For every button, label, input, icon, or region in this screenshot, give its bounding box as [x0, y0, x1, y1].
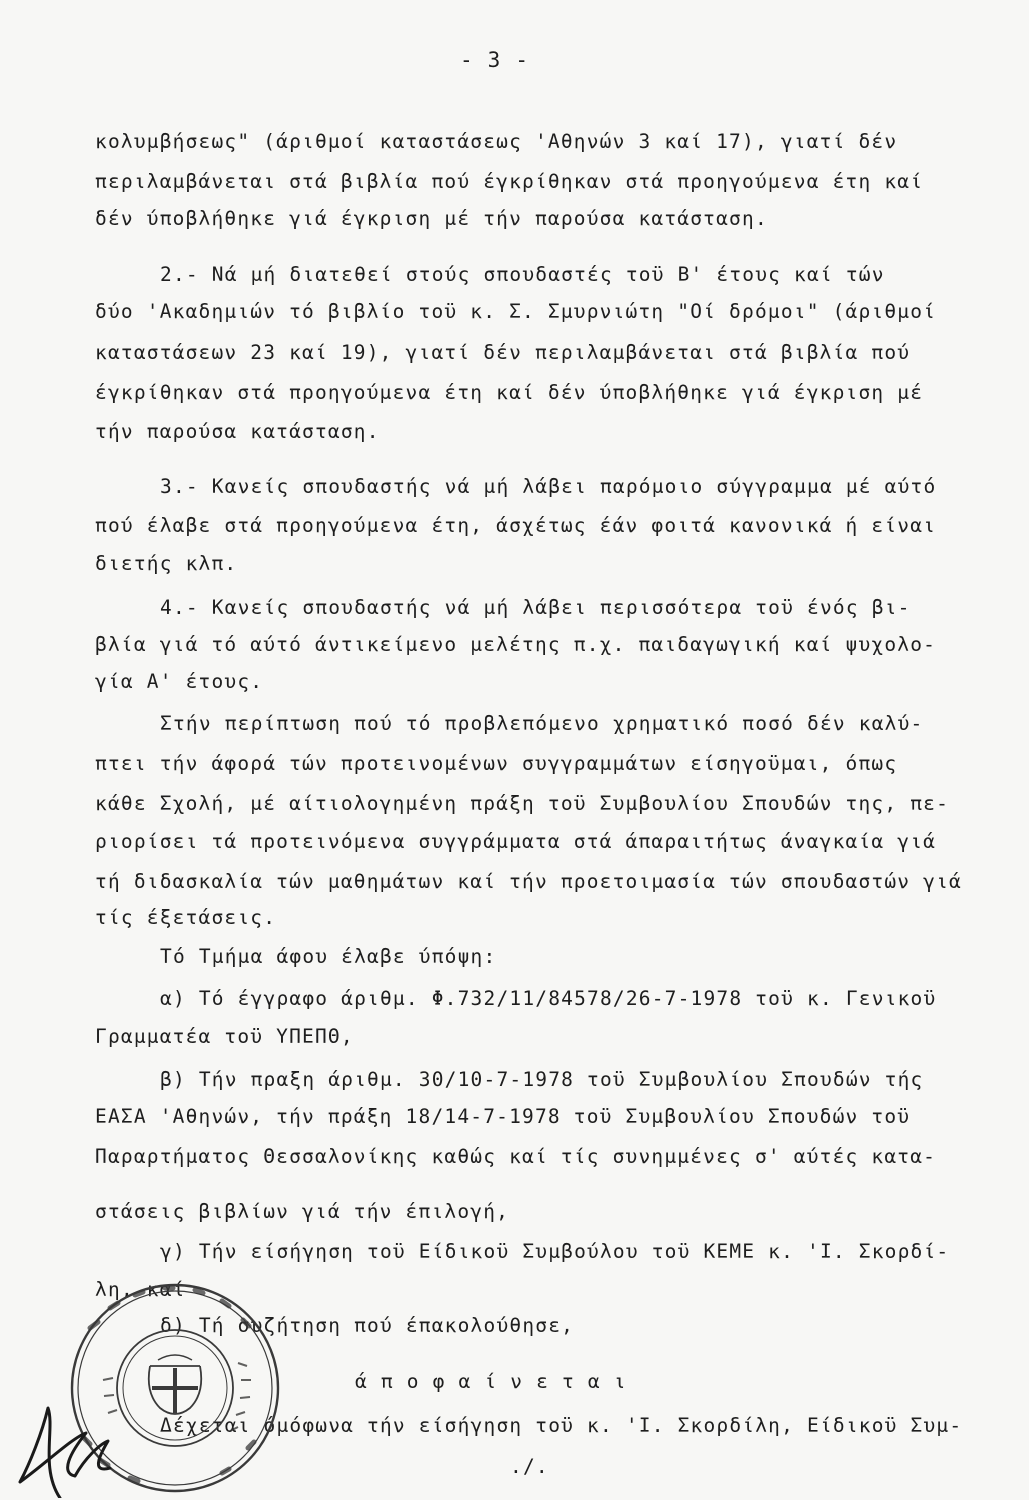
text-line: Δέχεται όμόφωνα τήν είσήγηση τοϋ κ. 'Ι. Σκορδίλη, Είδικοϋ Συμ- — [160, 1414, 963, 1437]
official-seal-stamp — [0, 1268, 290, 1498]
text-line: ΕΑΣΑ 'Αθηνών, τήν πράξη 18/14-7-1978 τοϋ Συμβουλίου Σπουδών τοϋ — [95, 1105, 911, 1128]
text-line: 2.- Νά μή διατεθεί στούς σπουδαστές τοϋ Β' έτους καί τών — [160, 263, 885, 286]
text-line: τήν παρούσα κατάσταση. — [95, 420, 380, 443]
text-line: Τό Τμήμα άφου έλαβε ύπόψη: — [160, 945, 497, 968]
page-number: - 3 - — [460, 48, 530, 72]
text-line: στάσεις βιβλίων γιά τήν έπιλογή, — [95, 1200, 510, 1223]
text-line: α) Τό έγγραφο άριθμ. Φ.732/11/84578/26-7-1978 τοϋ κ. Γενικοϋ — [160, 987, 937, 1010]
text-line: γ) Τήν είσήγηση τοϋ Είδικοϋ Συμβούλου τοϋ ΚΕΜΕ κ. 'Ι. Σκορδί- — [160, 1240, 950, 1263]
text-line: έγκρίθηκαν στά προηγούμενα έτη καί δέν ύποβλήθηκε γιά έγκριση μέ — [95, 381, 924, 404]
continuation-mark: ./. — [510, 1455, 549, 1478]
text-line: γία Α' έτους. — [95, 670, 264, 693]
text-line: διετής κλπ. — [95, 552, 238, 575]
text-line: λη, καί — [95, 1278, 186, 1301]
text-line: περιλαμβάνεται στά βιβλία πού έγκρίθηκαν στά προηγούμενα έτη καί — [95, 170, 924, 193]
text-line: κολυμβήσεως" (άριθμοί καταστάσεως 'Αθηνών 3 καί 17), γιατί δέν — [95, 130, 898, 153]
text-line: δ) Τή συζήτηση πού έπακολούθησε, — [160, 1314, 575, 1337]
text-line: Παραρτήματος Θεσσαλονίκης καθώς καί τίς συνημμένες σ' αύτές κατα- — [95, 1145, 937, 1168]
text-line: πού έλαβε στά προηγούμενα έτη, άσχέτως έάν φοιτά κανονικά ή είναι — [95, 514, 937, 537]
decision-heading: ά π ο φ α ί ν ε τ α ι — [355, 1370, 627, 1393]
text-line: 4.- Κανείς σπουδαστής νά μή λάβει περισσότερα τοϋ ένός βι- — [160, 596, 911, 619]
text-line: τίς έξετάσεις. — [95, 906, 277, 929]
text-line: Στήν περίπτωση πού τό προβλεπόμενο χρηματικό ποσό δέν καλύ- — [160, 712, 924, 735]
text-line: ριορίσει τά προτεινόμενα συγγράμματα στά άπαραιτήτως άναγκαία γιά — [95, 830, 937, 853]
text-line: Γραμματέα τοϋ ΥΠΕΠΘ, — [95, 1025, 354, 1048]
text-line: 3.- Κανείς σπουδαστής νά μή λάβει παρόμοιο σύγγραμμα μέ αύτό — [160, 475, 937, 498]
text-line: βλία γιά τό αύτό άντικείμενο μελέτης π.χ. παιδαγωγική καί ψυχολο- — [95, 633, 937, 656]
text-line: πτει τήν άφορά τών προτεινομένων συγγραμμάτων είσηγοϋμαι, όπως — [95, 752, 898, 775]
text-line: δύο 'Ακαδημιών τό βιβλίο τοϋ κ. Σ. Σμυρνιώτη "Οί δρόμοι" (άριθμοί — [95, 300, 937, 323]
text-line: κάθε Σχολή, μέ αίτιολογημένη πράξη τοϋ Συμβουλίου Σπουδών της, πε- — [95, 792, 950, 815]
text-line: τή διδασκαλία τών μαθημάτων καί τήν προετοιμασία τών σπουδαστών γιά — [95, 870, 962, 893]
text-line: β) Τήν πραξη άριθμ. 30/10-7-1978 τοϋ Συμβουλίου Σπουδών τής — [160, 1068, 924, 1091]
text-line: δέν ύποβλήθηκε γιά έγκριση μέ τήν παρούσα κατάσταση. — [95, 207, 768, 230]
text-line: καταστάσεων 23 καί 19), γιατί δέν περιλαμβάνεται στά βιβλία πού — [95, 341, 911, 364]
